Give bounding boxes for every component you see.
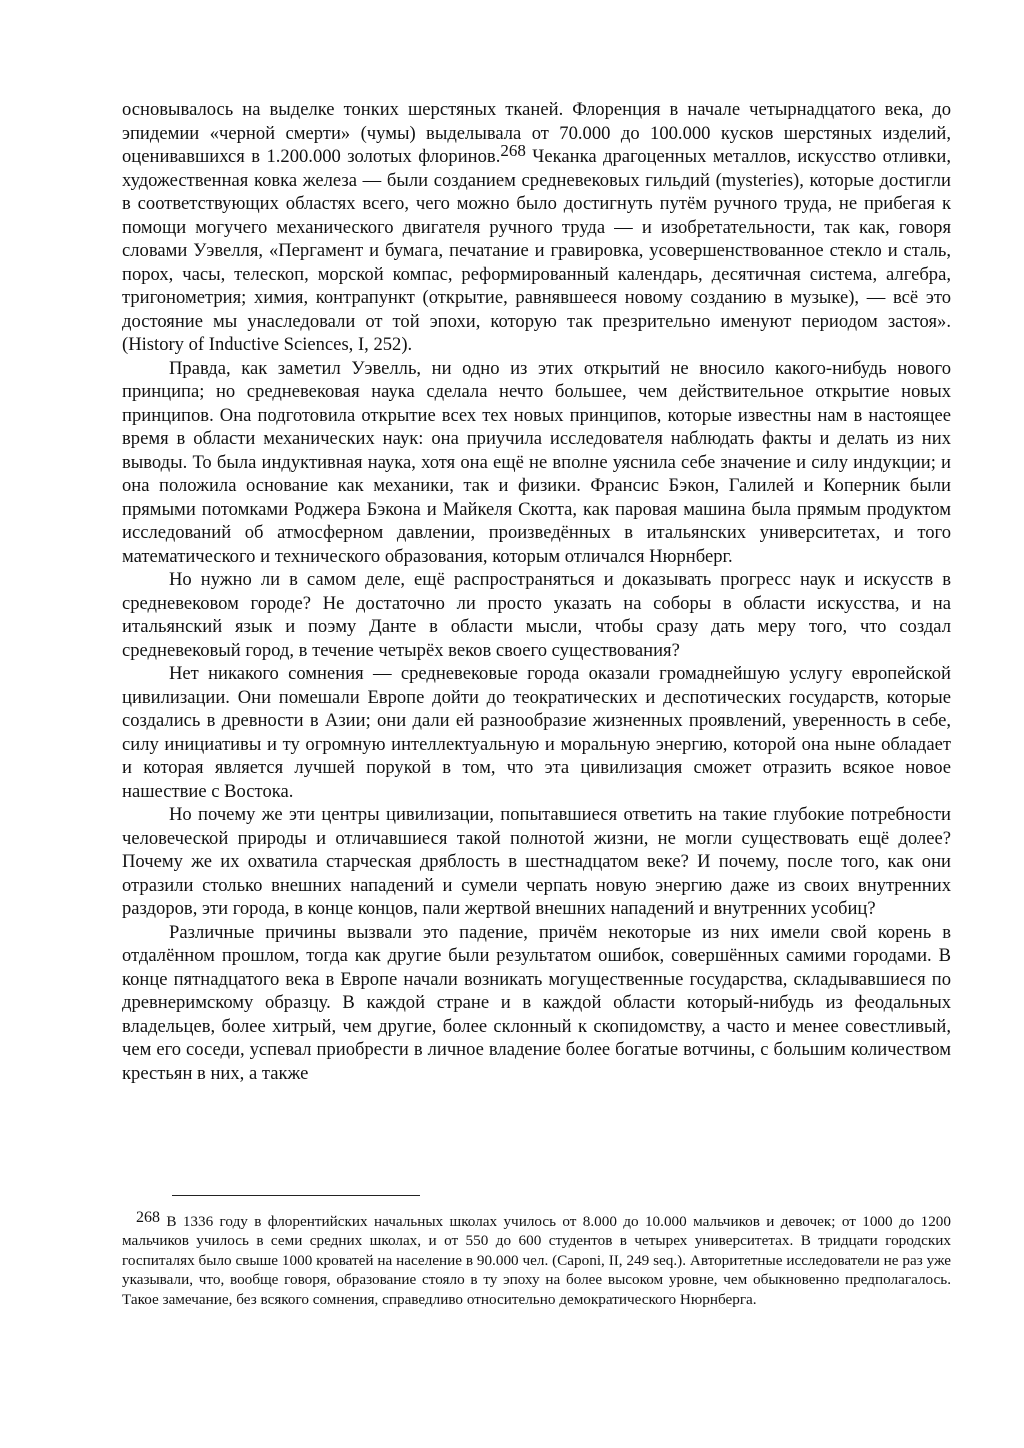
paragraph: Но почему же эти центры цивилизации, попытавшиеся ответить на такие глубокие потребности человеческой природы и отличавшиеся такой полнотой жизни, не могли существовать ещё долее? Почему же их охватила старческая дряблость в шестнадцатом веке? И почему, после того, как они отразили столько внешних нападений и сумели черпать новую энергию даже из своих внутренних раздоров, эти города, в конце концов, пали жертвой внешних нападений и внутренних усобиц?: [122, 804, 951, 919]
paragraph: Правда, как заметил Уэвелль, ни одно из этих открытий не вносило какого-нибудь нового принципа; но средневековая наука сделала нечто большее, чем действительное открытие новых принципов. Она подготовила открытие всех тех новых принципов, которые известны нам в настоящее время в области механических наук: она приучила исследователя наблюдать факты и делать из них выводы. То была индуктивная наука, хотя она ещё не вполне уяснила себе значение и силу индукции; и она положила основание как механики, так и физики. Франсис Бэкон, Галилей и Коперник были прямыми потомками Роджера Бэкона и Майкеля Скотта, как паровая машина была прямым продуктом исследований об атмосферном давлении, произведённых в итальянских университетах, и того математического и технического образования, которым отличался Нюрнберг.: [122, 357, 951, 567]
footnote-reference[interactable]: 268: [500, 141, 526, 160]
footnote-text: В 1336 году в флорентийских начальных школах училось от 8.000 до 10.000 мальчиков и девочек; от 1000 до 1200 мальчиков училось в семи средних школах, и от 550 до 600 студентов в четырех университетах. В тридцати городских госпиталях было свыше 1000 кроватей на население в 90.000 чел. (Caponi, II, 249 seq.). Авторитетные исследователи не раз уже указывали, что, вообще говоря, образование стояло в ту эпоху на более высоком уровне, чем обыкновенно предполагалось. Такое замечание, без всякого сомнения, справедливо относительно демократического Нюрнберга.: [122, 1213, 951, 1308]
footnote-separator: [172, 1195, 420, 1196]
paragraph-text: Чеканка драгоценных металлов, искусство отливки, художественная ковка железа — были созданием средневековых гильдий (mysteries), которые достигли в соответствующих областях всего, чего можно было достигнуть путём ручного труда, не прибегая к помощи могучего механического двигателя ручного труда — и изобретательности, так как, говоря словами Уэвелля, «Пергамент и бумага, печатание и гравировка, усовершенствованное стекло и сталь, порох, часы, телескоп, морской компас, реформированный календарь, десятичная система, алгебра, тригонометрия; химия, контрапункт (открытие, равнявшееся новому созданию в музыке), — всё это достояние мы унаследовали от той эпохи, которую так презрительно именуют периодом застоя». (History of Inductive Sciences, I, 252).: [122, 146, 951, 355]
footnote-number: 268: [136, 1209, 160, 1226]
footnote-paragraph: [122, 1209, 951, 1309]
body-text: [122, 98, 951, 1085]
paragraph-text: основывалось на выделке тонких шерстяных тканей. Флоренция в начале четырнадцатого века, до эпидемии «черной смерти» (чумы) выделывала от 70.000 до 100.000 кусков шерстяных изделий, оценивавшихся в 1.200.000 золотых флоринов.: [122, 99, 951, 167]
paragraph: Различные причины вызвали это падение, причём некоторые из них имели свой корень в отдалённом прошлом, тогда как другие были результатом ошибок, совершённых самими городами. В конце пятнадцатого века в Европе начали возникать могущественные государства, складывавшиеся по древнеримскому образцу. В каждой стране и в каждой области который-нибудь из феодальных владельцев, более хитрый, чем другие, более склонный к скопидомству, а часто и менее совестливый, чем его соседи, успевал приобрести в личное владение более богатые вотчины, с большим количеством крестьян в них, а также: [122, 921, 951, 1084]
paragraph-continuation: [122, 98, 951, 357]
paragraph: Но нужно ли в самом деле, ещё распространяться и доказывать прогресс наук и искусств в средневековом городе? Не достаточно ли просто указать на соборы в области искусства, и на итальянский язык и поэму Данте в области мысли, чтобы сразу дать меру того, что создал средневековый город, в течение четырёх веков своего существования?: [122, 569, 951, 661]
paragraph: Нет никакого сомнения — средневековые города оказали громаднейшую услугу европейской цивилизации. Они помешали Европе дойти до теократических и деспотических государств, которые создались в древности в Азии; они дали ей разнообразие жизненных проявлений, уверенность в себе, силу инициативы и ту огромную интеллектуальную и моральную энергию, которой она ныне обладает и которая является лучшей порукой в том, что эта цивилизация сможет отразить всякое новое нашествие с Востока.: [122, 663, 951, 802]
footnote: [122, 1209, 951, 1309]
document-page: [122, 98, 951, 1085]
